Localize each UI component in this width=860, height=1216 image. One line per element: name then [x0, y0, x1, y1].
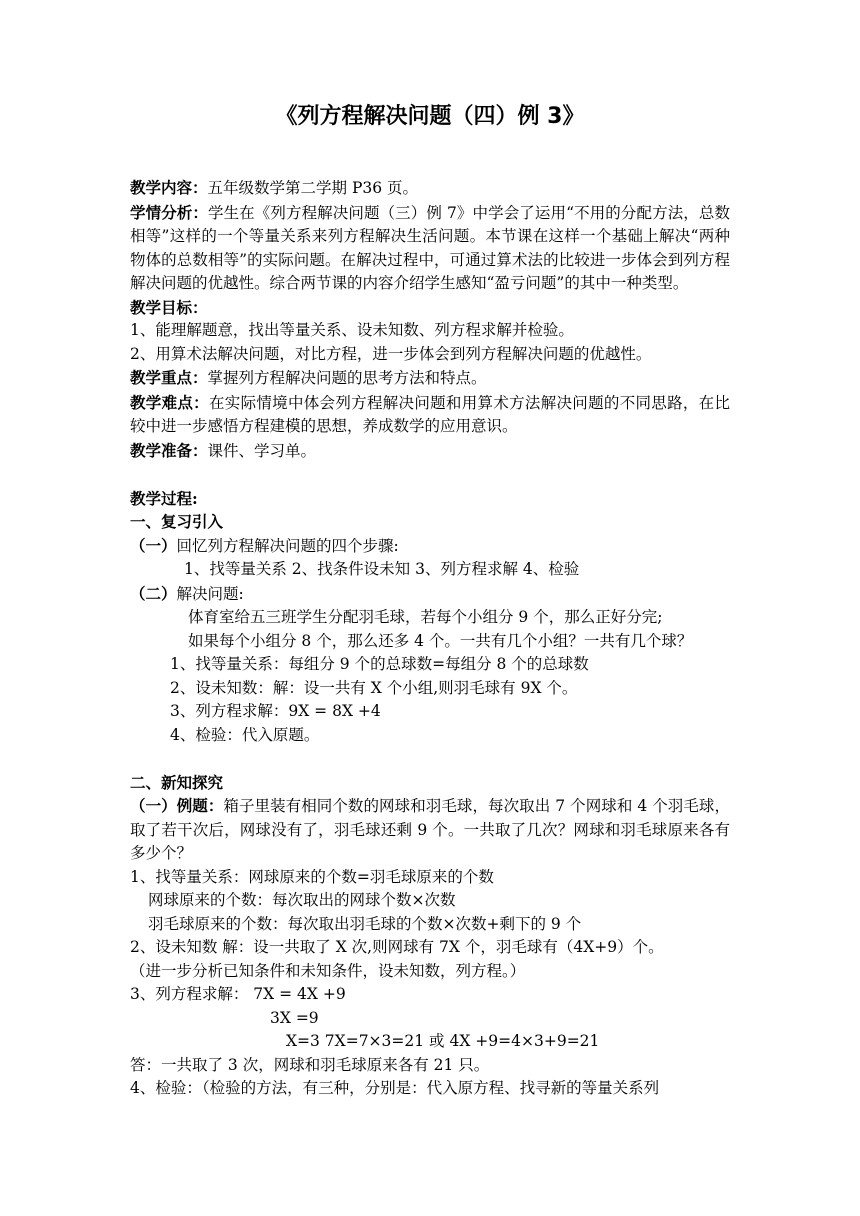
solution-line: 1、找等量关系：每组分 9 个的总球数=每组分 8 个的总球数: [170, 655, 589, 673]
spacer: [130, 463, 730, 487]
example-line: 4、检验：（检验的方法，有三种，分别是：代入原方程、找寻新的等量关系列: [130, 1079, 660, 1097]
preparation-label: 教学准备：: [130, 440, 208, 460]
preparation-text: 课件、学习单。: [207, 441, 317, 460]
problem-line: 如果每个小组分 8 个，那么还多 4 个。一共有几个小组？一共有几个球？: [188, 631, 693, 650]
example-line: 网球原来的个数：每次取出的网球个数×次数: [148, 891, 456, 909]
example-line: 2、设未知数 解：设一共取了 X 次,则网球有 7X 个，羽毛球有（4X+9）个。: [130, 938, 664, 956]
difficulty-text: 在实际情境中体会列方程解决问题和用算术方法解决问题的不同思路，在比较中进一步感悟方程建模的思想，养成数学的应用意识。: [130, 393, 730, 435]
example-line: 3X =9: [270, 1008, 319, 1027]
key-point-text: 掌握列方程解决问题的思考方法和特点。: [207, 369, 487, 387]
section-heading: 一、复习引入: [130, 512, 224, 531]
example-line: 羽毛球原来的个数：每次取出羽毛球的个数×次数+剩下的 9 个: [148, 914, 582, 933]
example-problem: [130, 794, 730, 866]
solution-line: 3、列方程求解：9X = 8X +4: [170, 702, 381, 720]
document-body: [130, 176, 730, 1101]
example-label: （一）例题：: [130, 796, 224, 815]
page-title: 《列方程解决问题（四）例 3》: [275, 104, 585, 129]
problem-line: 体育室给五三班学生分配羽毛球，若每个小组分 9 个，那么正好分完;: [188, 608, 663, 626]
teaching-process-label: 教学过程:: [130, 488, 198, 508]
teaching-key-point: [130, 366, 730, 391]
student-analysis-label: 学情分析：: [130, 202, 208, 222]
student-analysis-text: 学生在《列方程解决问题（三）例 7》中学会了运用“不用的分配方法，总数相等”这样的一个等量关系来列方程解决生活问题。本节课在这样一个基础上解决“两种物体的总数相等”的实际问题。在解决过程中，可通过算术法的比较进一步体会到列方程解决问题的优越性。综合两节课的内容介绍学生感知“盈亏问题”的其中一种类型。: [130, 203, 730, 292]
part-label: （一）: [130, 535, 177, 555]
teaching-preparation: [130, 439, 730, 464]
teaching-goals-label: 教学目标：: [130, 297, 208, 317]
example-line: 1、找等量关系：网球原来的个数=羽毛球原来的个数: [130, 867, 494, 886]
teaching-content-label: 教学内容：: [130, 178, 208, 197]
review-part-2: [130, 582, 730, 607]
solution-line: 4、检验：代入原题。: [170, 725, 320, 744]
example-line: 3、列方程求解： 7X = 4X +9: [130, 985, 346, 1003]
part-label: （二）: [130, 583, 177, 603]
student-analysis: [130, 201, 730, 296]
solution-line: 2、设未知数：解：设一共有 X 个小组,则羽毛球有 9X 个。: [170, 678, 578, 697]
part-text: 回忆列方程解决问题的四个步骤:: [176, 536, 399, 555]
goal-item: 2、用算术法解决问题，对比方程，进一步体会到列方程解决问题的优越性。: [130, 344, 652, 363]
review-part-1: [130, 534, 730, 559]
teaching-difficulty: [130, 391, 730, 439]
example-line: X=3 7X=7×3=21 或 4X +9=4×3+9=21: [286, 1032, 600, 1050]
key-point-label: 教学重点：: [130, 368, 208, 387]
part-text: 解决问题:: [176, 584, 244, 603]
example-text: 箱子里装有相同个数的网球和羽毛球，每次取出 7 个网球和 4 个羽毛球，取了若干次后，网球没有了，羽毛球还剩 9 个。一共取了几次？网球和羽毛球原来各有多少个？: [130, 797, 730, 862]
teaching-content-text: 五年级数学第二学期 P36 页。: [207, 179, 419, 197]
four-steps: 1、找等量关系 2、找条件设未知 3、列方程求解 4、检验: [184, 560, 580, 578]
teaching-content: [130, 176, 730, 201]
example-line: 答：一共取了 3 次，网球和羽毛球原来各有 21 只。: [130, 1055, 490, 1074]
section-heading: 二、新知探究: [130, 772, 224, 792]
difficulty-label: 教学难点：: [130, 392, 209, 412]
spacer: [130, 747, 730, 771]
example-line: （进一步分析已知条件和未知条件，设未知数，列方程。）: [130, 961, 526, 980]
goal-item: 1、能理解题意，找出等量关系、设未知数、列方程求解并检验。: [130, 321, 574, 339]
